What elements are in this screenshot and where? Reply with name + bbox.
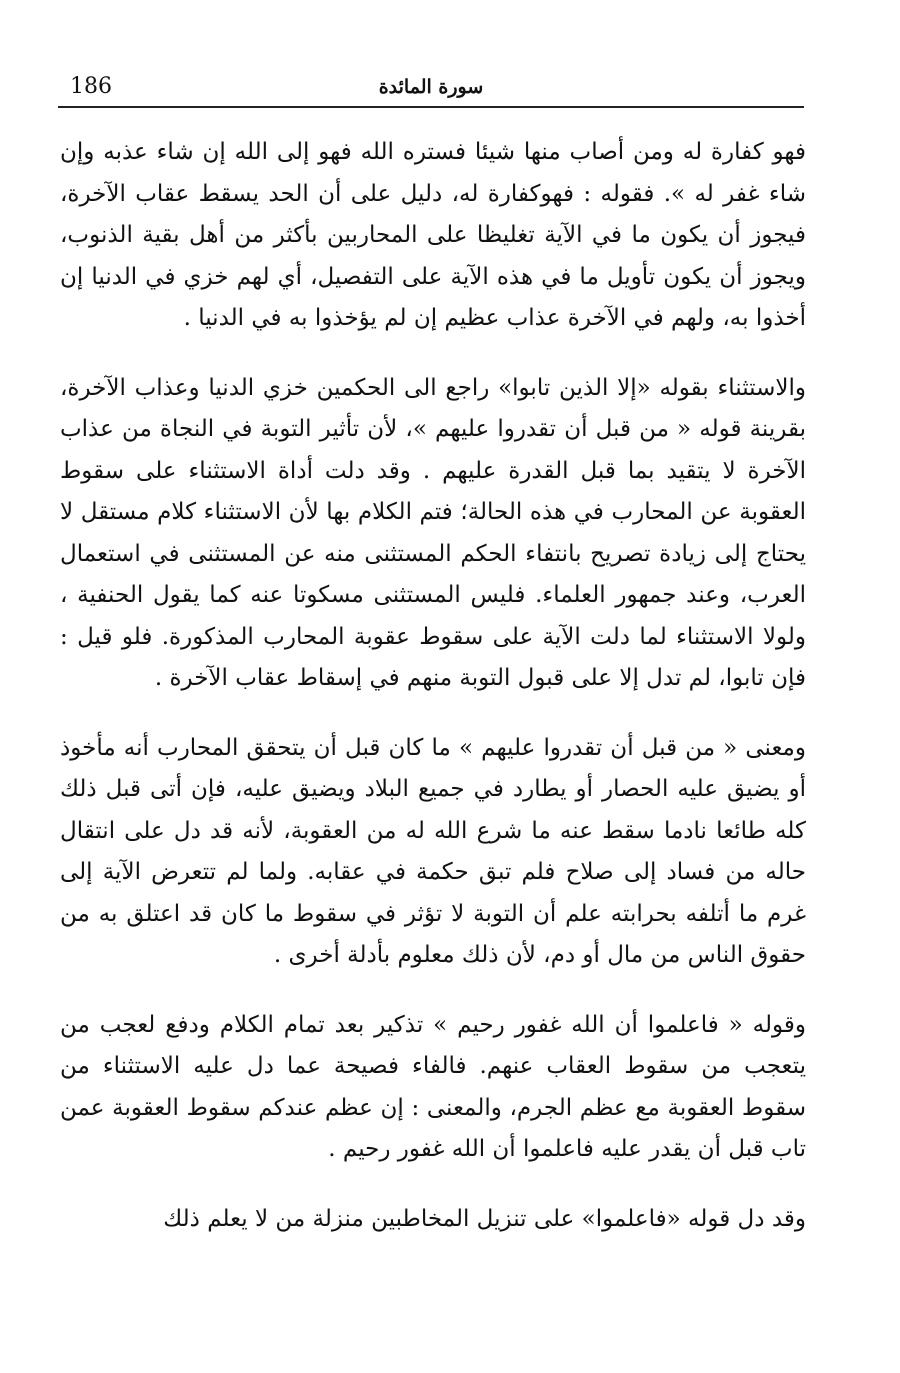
running-title: سورة المائدة: [378, 76, 484, 98]
paragraph: والاستثناء بقوله «إلا الذين تابوا» راجع الى الحكمين خزي الدنيا وعذاب الآخرة، بقرينة قوله « من قبل أن تقدروا عليهم »، لأن تأثير التوبة في النجاة من عذاب الآخرة لا يتقيد بما قبل القدرة عليهم . وقد دلت أداة الاستثناء على سقوط العقوبة عن المحارب في هذه الحالة؛ فتم الكلام بها لأن الاستثناء كلام مستقل لا يحتاج إلى زيادة تصريح بانتفاء الحكم المستثنى منه عن المستثنى في استعمال العرب، وعند جمهور العلماء. فليس المستثنى مسكوتا عنه كما يقول الحنفية ، ولولا الاستثناء لما دلت الآية على سقوط عقوبة المحارب المذكورة. فلو قيل : فإن تابوا، لم تدل إلا على قبول التوبة منهم في إسقاط عقاب الآخرة .: [60, 374, 806, 691]
page-header: [60, 68, 802, 104]
paragraph: وقوله « فاعلموا أن الله غفور رحيم » تذكير بعد تمام الكلام ودفع لعجب من يتعجب من سقوط العقاب عنهم. فالفاء فصيحة عما دل عليه الاستثناء من سقوط العقوبة مع عظم الجرم، والمعنى : إن عظم عندكم سقوط العقوبة عمن تاب قبل أن يقدر عليه فاعلموا أن الله غفور رحيم .: [60, 1011, 806, 1162]
page-body: [60, 132, 806, 1240]
paragraph: وقد دل قوله «فاعلموا» على تنزيل المخاطبين منزلة من لا يعلم ذلك: [163, 1205, 806, 1232]
paragraph: فهو كفارة له ومن أصاب منها شيئا فستره الله فهو إلى الله إن شاء عذبه وإن شاء غفر له ». فقوله : فهوكفارة له، دليل على أن الحد يسقط عقاب الآخرة، فيجوز أن يكون ما في الآية تغليظا على المحاربين بأكثر من أهل بقية الذنوب، ويجوز أن يكون تأويل ما في هذه الآية على التفصيل، أي لهم خزي في الدنيا إن أخذوا به، ولهم في الآخرة عذاب عظيم إن لم يؤخذوا به في الدنيا .: [60, 139, 806, 331]
page-number: 186: [70, 74, 112, 99]
header-divider: [58, 106, 804, 108]
paragraph: ومعنى « من قبل أن تقدروا عليهم » ما كان قبل أن يتحقق المحارب أنه مأخوذ أو يضيق عليه الحصار أو يطارد في جميع البلاد ويضيق عليه، فإن أتى قبل ذلك كله طائعا نادما سقط عنه ما شرع الله له من العقوبة، لأنه قد دل على انتقال حاله من فساد إلى صلاح فلم تبق حكمة في عقابه. ولما لم تتعرض الآية إلى غرم ما أتلفه بحرابته علم أن التوبة لا تؤثر في سقوط ما كان قد اعتلق به من حقوق الناس من مال أو دم، لأن ذلك معلوم بأدلة أخرى .: [60, 734, 806, 968]
